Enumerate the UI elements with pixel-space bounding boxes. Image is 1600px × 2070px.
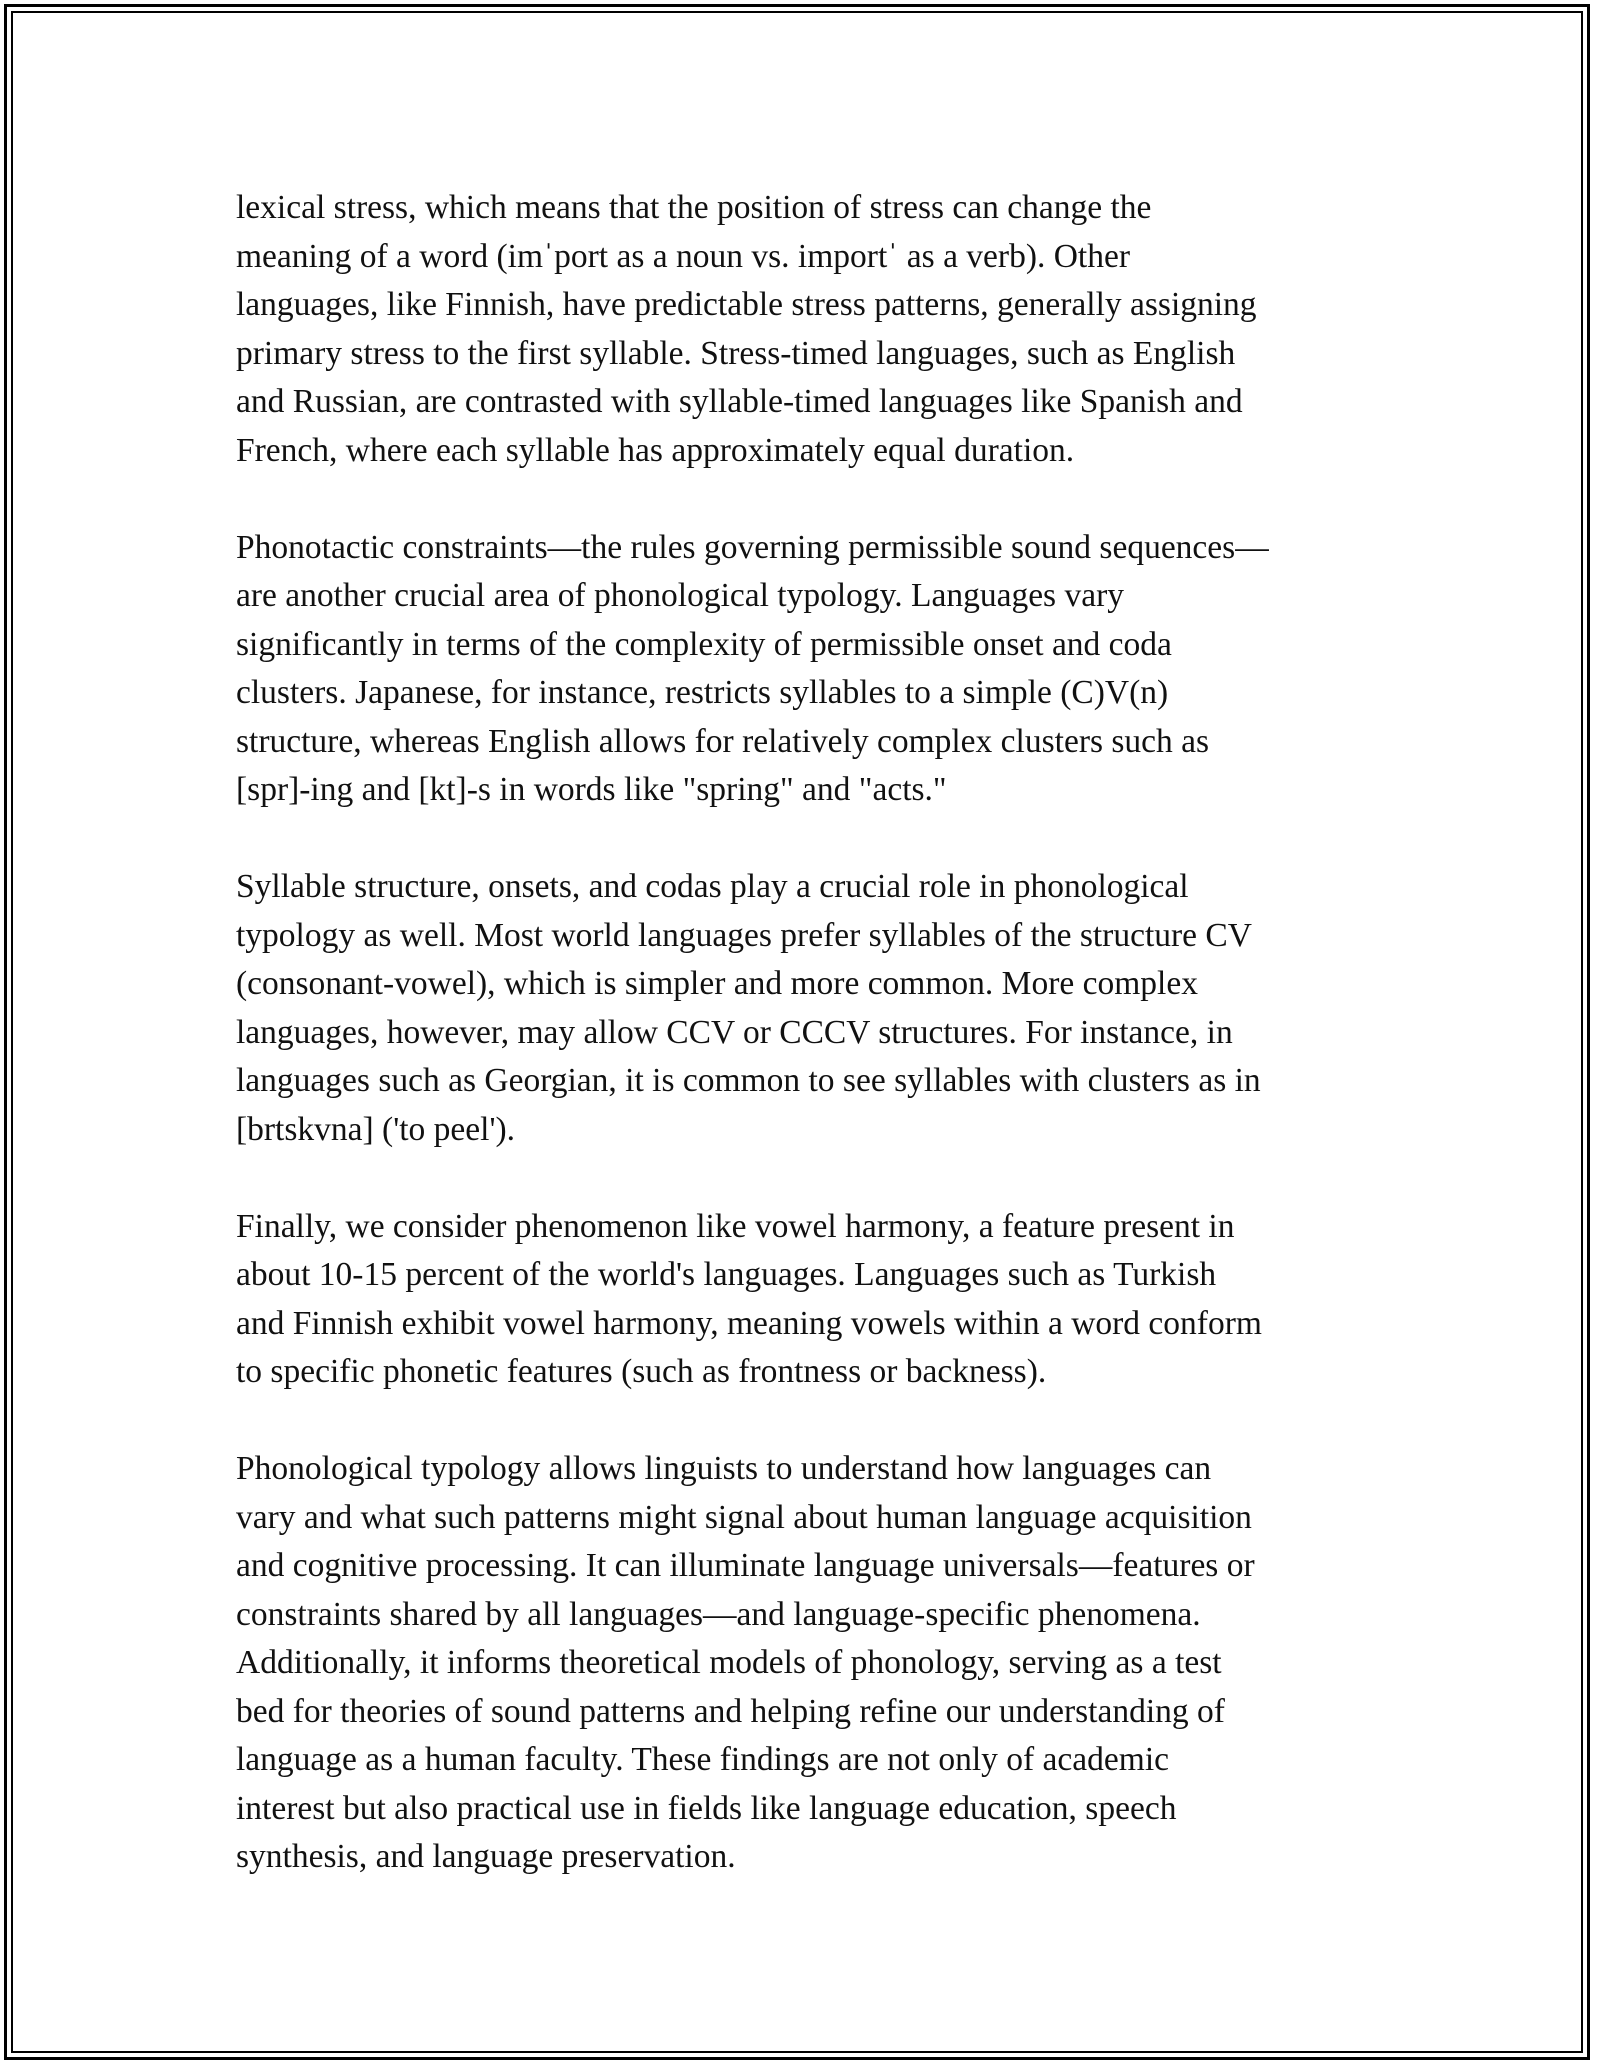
paragraph-phonotactic-constraints: Phonotactic constraints—the rules governing permissible sound sequences— are another crucial area of phonological typology. Languages vary significantly in terms of the complexity of permissible onset and coda clusters. Japanese, for instance, restricts syllables to a simple (C)V(n) structure, whereas English allows for relatively complex clusters such as [spr]-ing and [kt]-s in words like "spring" and "acts." — [236, 528, 1269, 808]
paragraph-vowel-harmony: Finally, we consider phenomenon like vowel harmony, a feature present in about 10-15 percent of the world's languages. Languages such as Turkish and Finnish exhibit vowel harmony, meaning vowels within a word conform to specific phonetic features (such as frontness or backness). — [236, 1207, 1262, 1390]
paragraph-phonological-typology-conclusion: Phonological typology allows linguists to understand how languages can vary and what such patterns might signal about human language acquisition and cognitive processing. It can illuminate language universals—features or constraints shared by all languages—and language-specific phenomena. Additionally, it informs theoretical models of phonology, serving as a test bed for theories of sound patterns and helping refine our understanding of language as a human faculty. These findings are not only of academic interest but also practical use in fields like language education, speech synthesis, and language preservation. — [236, 1450, 1255, 1875]
paragraph-syllable-structure: Syllable structure, onsets, and codas play a crucial role in phonological typology as well. Most world languages prefer syllables of the structure CV (consonant-vowel), which is simpler and more common. More complex languages, however, may allow CCV or CCCV structures. For instance, in languages such as Georgian, it is common to see syllables with clusters as in [brtskvna] ('to peel'). — [236, 868, 1261, 1148]
document-body — [236, 184, 1376, 1882]
paragraph-lexical-stress: lexical stress, which means that the position of stress can change the meaning of a word (imˈport as a noun vs. importˈ as a verb). Other languages, like Finnish, have predictable stress patterns, generally assigning primary stress to the first syllable. Stress-timed languages, such as English and Russian, are contrasted with syllable-timed languages like Spanish and French, where each syllable has approximately equal duration. — [236, 189, 1257, 469]
